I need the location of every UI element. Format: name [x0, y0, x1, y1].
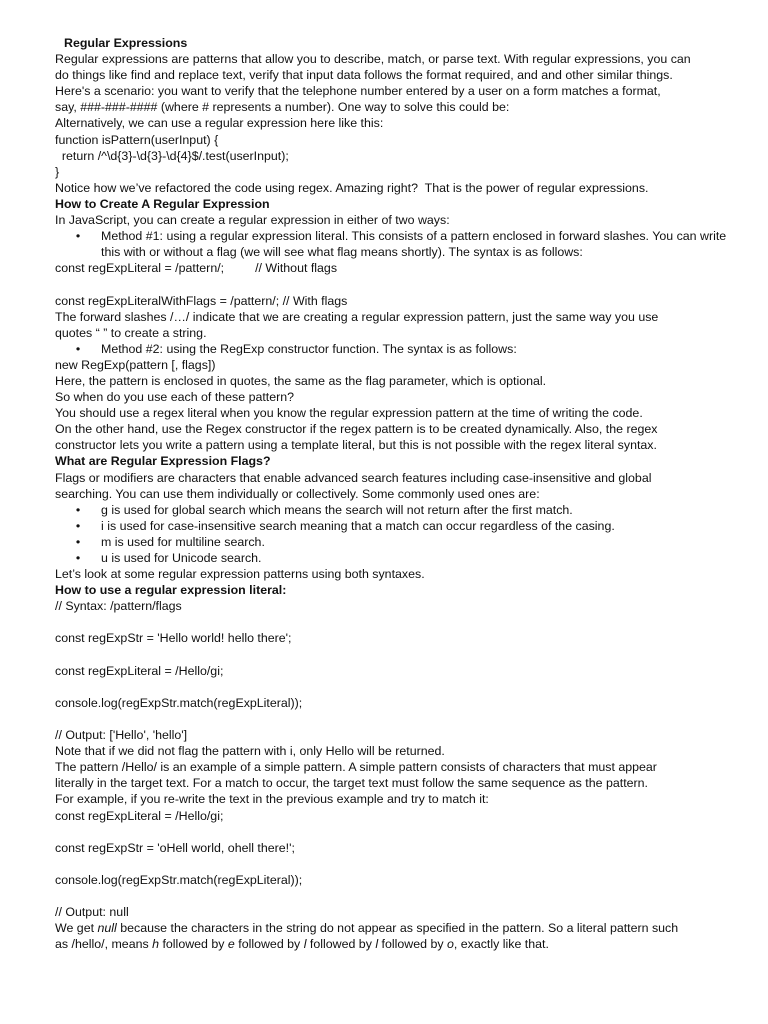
- code-line: const regExpStr = 'Hello world! hello there';: [55, 631, 292, 646]
- blank-line: [55, 647, 728, 663]
- blank-line: [55, 856, 728, 872]
- bullet-icon: •: [75, 534, 81, 549]
- code-line: const regExpLiteral = /pattern/; // Without flags: [55, 261, 338, 276]
- list-item-text: Method #2: using the RegExp constructor function. The syntax is as follows:: [101, 341, 517, 356]
- list-item: [55, 534, 728, 550]
- section-heading: What are Regular Expression Flags?: [55, 454, 271, 469]
- section-heading: How to use a regular expression literal:: [55, 583, 287, 598]
- list-item: [55, 518, 728, 534]
- emphasis-text: null: [97, 921, 117, 936]
- list-item: [55, 502, 728, 518]
- code-line: // Output: ['Hello', 'hello']: [55, 728, 188, 743]
- page-title: Regular Expressions: [64, 36, 188, 50]
- bullet-icon: •: [75, 502, 81, 517]
- list-item-text: Method #1: using a regular expression literal. This consists of a pattern enclosed in forward slashes. You can write this with or without a flag (we will see what flag means shortly). The syntax is as follows:: [101, 229, 727, 260]
- paragraph-line: Here, the pattern is enclosed in quotes, the same as the flag parameter, which is optional.: [55, 373, 547, 388]
- code-line: function isPattern(userInput) {: [55, 132, 219, 147]
- code-line: // Syntax: /pattern/flags: [55, 599, 182, 614]
- paragraph-line: Let’s look at some regular expression patterns using both syntaxes.: [55, 567, 425, 582]
- paragraph-line: Alternatively, we can use a regular expression here like this:: [55, 116, 384, 131]
- code-line: const regExpStr = 'oHell world, ohell there!';: [55, 840, 295, 855]
- text-run: because the characters in the string do not appear as specified in the pattern. So a literal pattern such: [116, 921, 679, 936]
- text-run: followed by: [306, 937, 376, 952]
- text-run: We get: [55, 921, 98, 936]
- emphasis-text: l: [303, 937, 307, 952]
- list-item-text: u is used for Unicode search.: [101, 551, 262, 565]
- text-run: , exactly like that.: [453, 937, 549, 952]
- paragraph-line: For example, if you re-write the text in the previous example and try to match it:: [55, 792, 489, 807]
- paragraph-line: literally in the target text. For a match to occur, the target text must follow the same sequence as the pattern.: [55, 776, 648, 791]
- list-item: [55, 341, 728, 357]
- code-line: const regExpLiteral = /Hello/gi;: [55, 808, 224, 823]
- list-item: [55, 550, 728, 566]
- paragraph-line: So when do you use each of these pattern?: [55, 390, 295, 405]
- paragraph-line: You should use a regex literal when you know the regular expression pattern at the time of writing the code.: [55, 406, 643, 421]
- paragraph-line: The forward slashes /…/ indicate that we are creating a regular expression pattern, just the same way you use: [55, 309, 659, 324]
- paragraph-line: searching. You can use them individually or collectively. Some commonly used ones are:: [55, 486, 540, 501]
- paragraph-line: say, ###-###-#### (where # represents a number). One way to solve this could be:: [55, 100, 510, 115]
- bullet-icon: •: [75, 551, 81, 565]
- text-run: followed by: [159, 937, 228, 952]
- code-line: return /^\d{3}-\d{3}-\d{4}$/.test(userInput);: [55, 148, 289, 163]
- blank-line: [55, 824, 728, 840]
- code-line: const regExpLiteralWithFlags = /pattern/; // With flags: [55, 293, 348, 308]
- blank-line: [55, 679, 728, 695]
- paragraph-line: Note that if we did not flag the pattern with i, only Hello will be returned.: [55, 744, 445, 759]
- paragraph-line: quotes “ ” to create a string.: [55, 325, 207, 340]
- paragraph-line: constructor lets you write a pattern using a template literal, but this is not possible with the regex literal syntax.: [55, 438, 657, 453]
- list-item-text: m is used for multiline search.: [101, 534, 265, 549]
- code-line: // Output: null: [55, 905, 129, 920]
- emphasis-text: o: [446, 937, 454, 952]
- code-line: console.log(regExpStr.match(regExpLiteral));: [55, 695, 303, 710]
- blank-line: [55, 888, 728, 904]
- paragraph-line: On the other hand, use the Regex constructor if the regex pattern is to be created dynamically. Also, the regex: [55, 422, 658, 437]
- code-line: new RegExp(pattern [, flags]): [55, 357, 216, 372]
- blank-line: [55, 711, 728, 727]
- blank-line: [55, 276, 728, 292]
- text-run: followed by: [234, 937, 304, 952]
- bullet-icon: •: [75, 341, 81, 356]
- bullet-icon: •: [75, 518, 81, 533]
- paragraph-line: [55, 920, 728, 936]
- text-run: as /hello/, means: [55, 937, 153, 952]
- text-run: followed by: [378, 937, 447, 952]
- paragraph-line: The pattern /Hello/ is an example of a simple pattern. A simple pattern consists of characters that must appear: [55, 760, 657, 775]
- bullet-icon: •: [75, 229, 81, 244]
- paragraph-line: Notice how we’ve refactored the code using regex. Amazing right? That is the power of regular expressions.: [55, 180, 649, 195]
- list-item-text: i is used for case-insensitive search meaning that a match can occur regardless of the casing.: [101, 518, 615, 533]
- emphasis-text: l: [375, 937, 379, 952]
- paragraph-line: Regular expressions are patterns that allow you to describe, match, or parse text. With regular expressions, you can: [55, 52, 691, 67]
- code-line: const regExpLiteral = /Hello/gi;: [55, 663, 224, 678]
- code-line: }: [55, 164, 60, 179]
- paragraph-line: In JavaScript, you can create a regular expression in either of two ways:: [55, 213, 450, 228]
- list-item: [55, 228, 728, 260]
- paragraph-line: [55, 936, 728, 952]
- section-heading: How to Create A Regular Expression: [55, 196, 270, 211]
- paragraph-line: do things like find and replace text, verify that input data follows the format required, and and other similar things.: [55, 68, 673, 83]
- emphasis-text: e: [227, 937, 235, 952]
- list-item-text: g is used for global search which means the search will not return after the first match.: [101, 502, 573, 517]
- code-line: console.log(regExpStr.match(regExpLiteral));: [55, 872, 303, 887]
- paragraph-line: Here's a scenario: you want to verify that the telephone number entered by a user on a form matches a format,: [55, 84, 661, 99]
- blank-line: [55, 614, 728, 630]
- emphasis-text: h: [152, 937, 160, 952]
- paragraph-line: Flags or modifiers are characters that enable advanced search features including case-insensitive and global: [55, 470, 652, 485]
